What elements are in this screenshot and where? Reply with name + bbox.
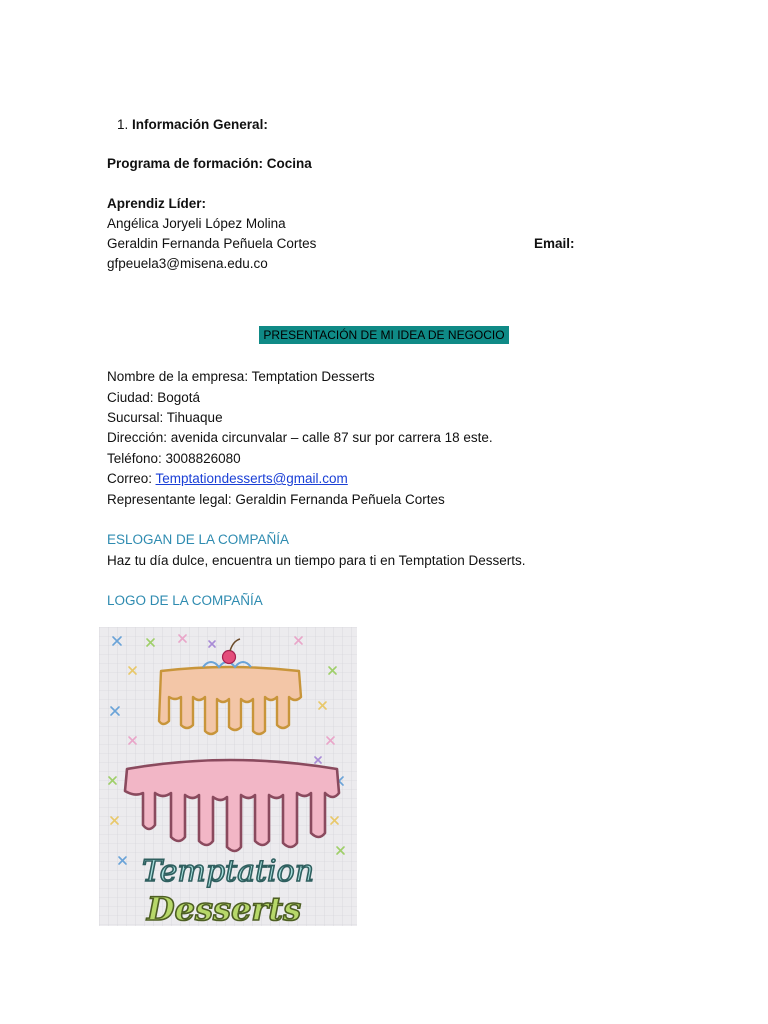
email-value: gfpeuela3@misena.edu.co (107, 256, 268, 271)
logo-text-line1: Temptation (141, 854, 315, 889)
slogan-heading: ESLOGAN DE LA COMPAÑÍA (107, 532, 290, 547)
program-line: Programa de formación: Cocina (107, 156, 312, 171)
email-label: Email: (534, 236, 575, 251)
leader-label: Aprendiz Líder: (107, 196, 207, 211)
mail-link[interactable]: Temptationdesserts@gmail.com (155, 471, 348, 486)
section-heading-text: Información General: (132, 117, 268, 132)
leader-name-2: Geraldin Fernanda Peñuela Cortes (107, 236, 317, 251)
company-mail (107, 470, 348, 487)
mail-label: Correo: (107, 471, 156, 486)
leader-name-1: Angélica Joryeli López Molina (107, 216, 286, 231)
legal-representative: Representante legal: Geraldin Fernanda Peñuela Cortes (107, 492, 445, 507)
list-number: 1. (117, 117, 129, 132)
company-city: Ciudad: Bogotá (107, 390, 201, 405)
presentation-banner: PRESENTACIÓN DE MI IDEA DE NEGOCIO (259, 326, 509, 344)
company-phone: Teléfono: 3008826080 (107, 451, 241, 466)
company-name: Nombre de la empresa: Temptation Desserts (107, 369, 375, 384)
logo-heading: LOGO DE LA COMPAÑÍA (107, 593, 263, 608)
logo-text-line2: Desserts (146, 890, 302, 926)
company-logo-image (99, 627, 357, 926)
section-heading (117, 116, 268, 133)
slogan-text: Haz tu día dulce, encuentra un tiempo para ti en Temptation Desserts. (107, 553, 526, 568)
company-branch: Sucursal: Tihuaque (107, 410, 223, 425)
company-address: Dirección: avenida circunvalar – calle 87 sur por carrera 18 este. (107, 430, 493, 445)
